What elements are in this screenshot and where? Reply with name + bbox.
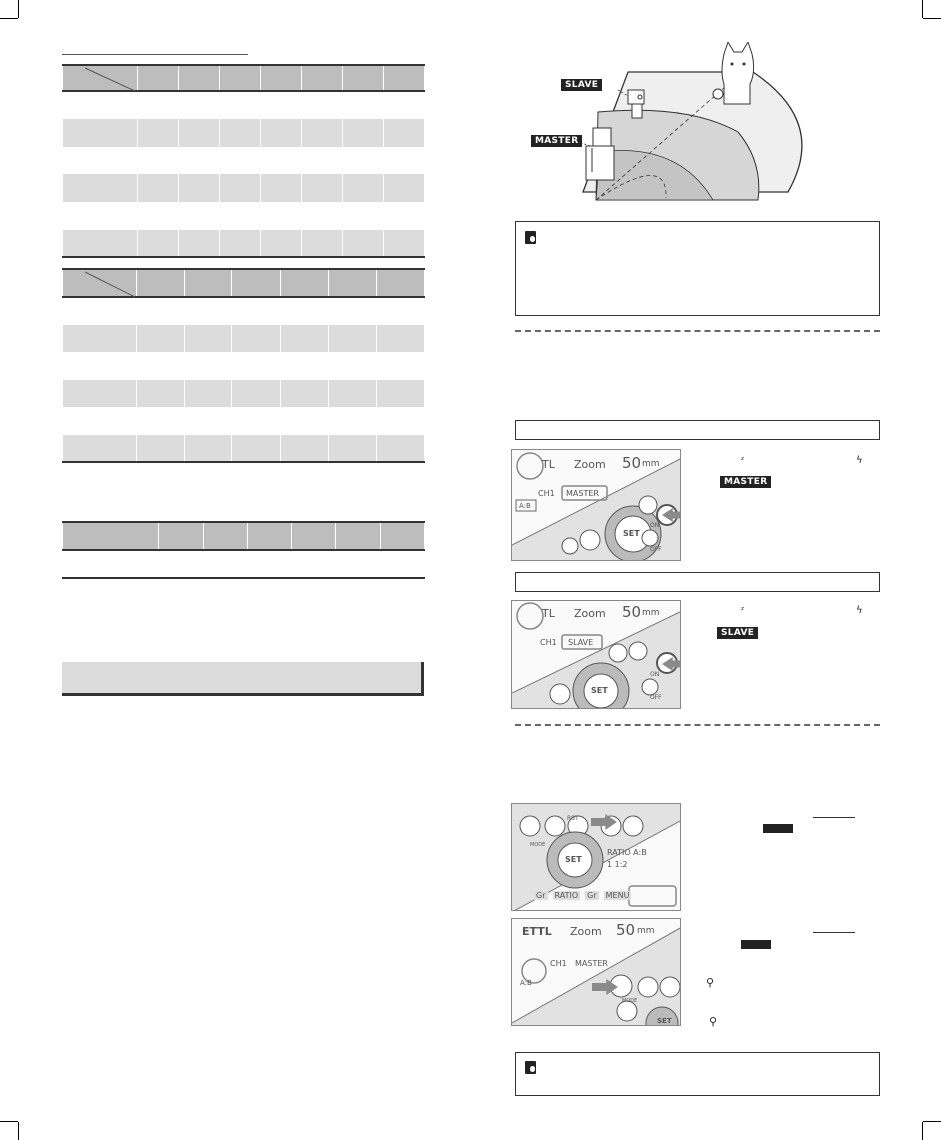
lcd-mode-full: ETTL — [522, 925, 552, 938]
power-on-label: ON — [650, 522, 660, 529]
table-row — [63, 119, 425, 147]
master-label: MASTER — [531, 135, 582, 147]
underline-mark — [813, 817, 855, 818]
title-underline — [62, 54, 248, 55]
lcd-ratio-values: 1 1:2 — [607, 860, 628, 869]
table-row — [63, 230, 425, 257]
table-3 — [62, 521, 425, 579]
lcd-channel: CH1 — [540, 638, 557, 647]
lcd-zoom-unit: mm — [642, 608, 660, 618]
lcd-zoom-value: 50 — [622, 454, 642, 472]
lcd-ratio-text: RATIO A:B — [607, 848, 647, 857]
underline-mark — [813, 932, 855, 933]
soft-key-gr[interactable]: Gr — [587, 891, 597, 900]
set-button[interactable]: SET — [657, 1017, 672, 1025]
section-heading-box — [62, 662, 424, 696]
lcd-zoom-value: 50 — [616, 921, 636, 939]
table-row — [63, 202, 425, 230]
lcd-zoom: Zoom — [574, 607, 606, 620]
wireless-icon: ᶻ — [741, 606, 745, 616]
person-group-icon: ⚲ — [706, 976, 715, 989]
table-row — [63, 550, 425, 578]
master-tag: MASTER — [720, 476, 771, 488]
table-1 — [62, 64, 425, 258]
soft-key-row — [534, 891, 680, 900]
crop-mark — [18, 1122, 19, 1140]
wireless-icon: ᶻ — [741, 456, 745, 466]
lcd-zoom-unit: mm — [637, 926, 655, 936]
lcd-zoom-value: 50 — [622, 603, 642, 621]
wireless-range-diagram — [528, 42, 818, 207]
lcd-mode: TL — [542, 607, 555, 620]
power-off-label: OFF — [650, 546, 662, 553]
lcd-panel-slave — [511, 600, 681, 709]
person-icon: ⚲ — [709, 1015, 718, 1028]
header-diagonal-cell — [63, 65, 138, 91]
lcd-ratio-box: A:B — [520, 979, 532, 987]
table-row — [63, 380, 425, 407]
button-marker — [741, 940, 771, 949]
mode-label: MODE — [530, 842, 546, 848]
note-box — [515, 1052, 880, 1096]
table-row — [63, 325, 425, 352]
flash-bolt-icon: ϟ — [856, 605, 863, 616]
crop-mark — [922, 1122, 923, 1140]
lcd-channel: CH1 — [550, 959, 567, 968]
table-row — [63, 174, 425, 202]
flash-bolt-icon: ϟ — [856, 455, 863, 466]
set-button[interactable]: SET — [591, 686, 608, 695]
lcd-ratio-box: A:B — [519, 502, 531, 510]
mode-label: MODE — [622, 998, 638, 1004]
crop-mark — [0, 1121, 18, 1122]
table-row — [63, 407, 425, 435]
button-marker — [763, 824, 793, 833]
table-row — [63, 91, 425, 119]
header-diagonal-cell — [63, 269, 137, 297]
table-row — [63, 352, 425, 380]
lcd-panel-menu — [511, 803, 681, 911]
lcd-panel-master — [511, 449, 681, 561]
crop-mark — [0, 18, 18, 19]
note-box — [515, 221, 880, 316]
crop-mark — [923, 1121, 941, 1122]
power-on-label: ON — [650, 671, 660, 678]
lcd-zoom: Zoom — [574, 458, 606, 471]
lcd-master-box: MASTER — [566, 489, 599, 498]
dashed-divider — [515, 330, 880, 332]
table-row — [63, 297, 425, 325]
step-frame — [515, 420, 880, 440]
crop-mark — [923, 18, 941, 19]
soft-key-menu[interactable]: MENU — [605, 891, 630, 900]
lcd-slave-box: SLAVE — [568, 638, 594, 647]
slave-tag: SLAVE — [717, 627, 758, 639]
set-button[interactable]: SET — [565, 855, 582, 864]
table-2 — [62, 268, 425, 463]
crop-mark — [922, 0, 923, 18]
crop-mark — [18, 0, 19, 18]
note-icon — [525, 231, 536, 244]
lcd-panel-group — [511, 918, 681, 1026]
lcd-channel: CH1 — [538, 489, 555, 498]
rst-label: RST — [567, 815, 579, 822]
soft-key-gr[interactable]: Gr — [536, 891, 546, 900]
lcd-master-box: MASTER — [575, 959, 608, 968]
table-row — [63, 147, 425, 174]
step-frame — [515, 572, 880, 592]
table-row — [63, 435, 425, 462]
master-flash-icon — [586, 128, 614, 180]
power-off-label: OFF — [650, 694, 662, 701]
soft-key-ratio[interactable]: RATIO — [554, 891, 579, 900]
lcd-zoom: Zoom — [570, 925, 602, 938]
lcd-zoom-unit: mm — [642, 459, 660, 469]
set-button[interactable]: SET — [623, 529, 640, 538]
dashed-divider — [515, 724, 880, 726]
note-icon — [525, 1061, 536, 1074]
slave-label: SLAVE — [561, 79, 602, 91]
lcd-mode: TL — [542, 458, 555, 471]
